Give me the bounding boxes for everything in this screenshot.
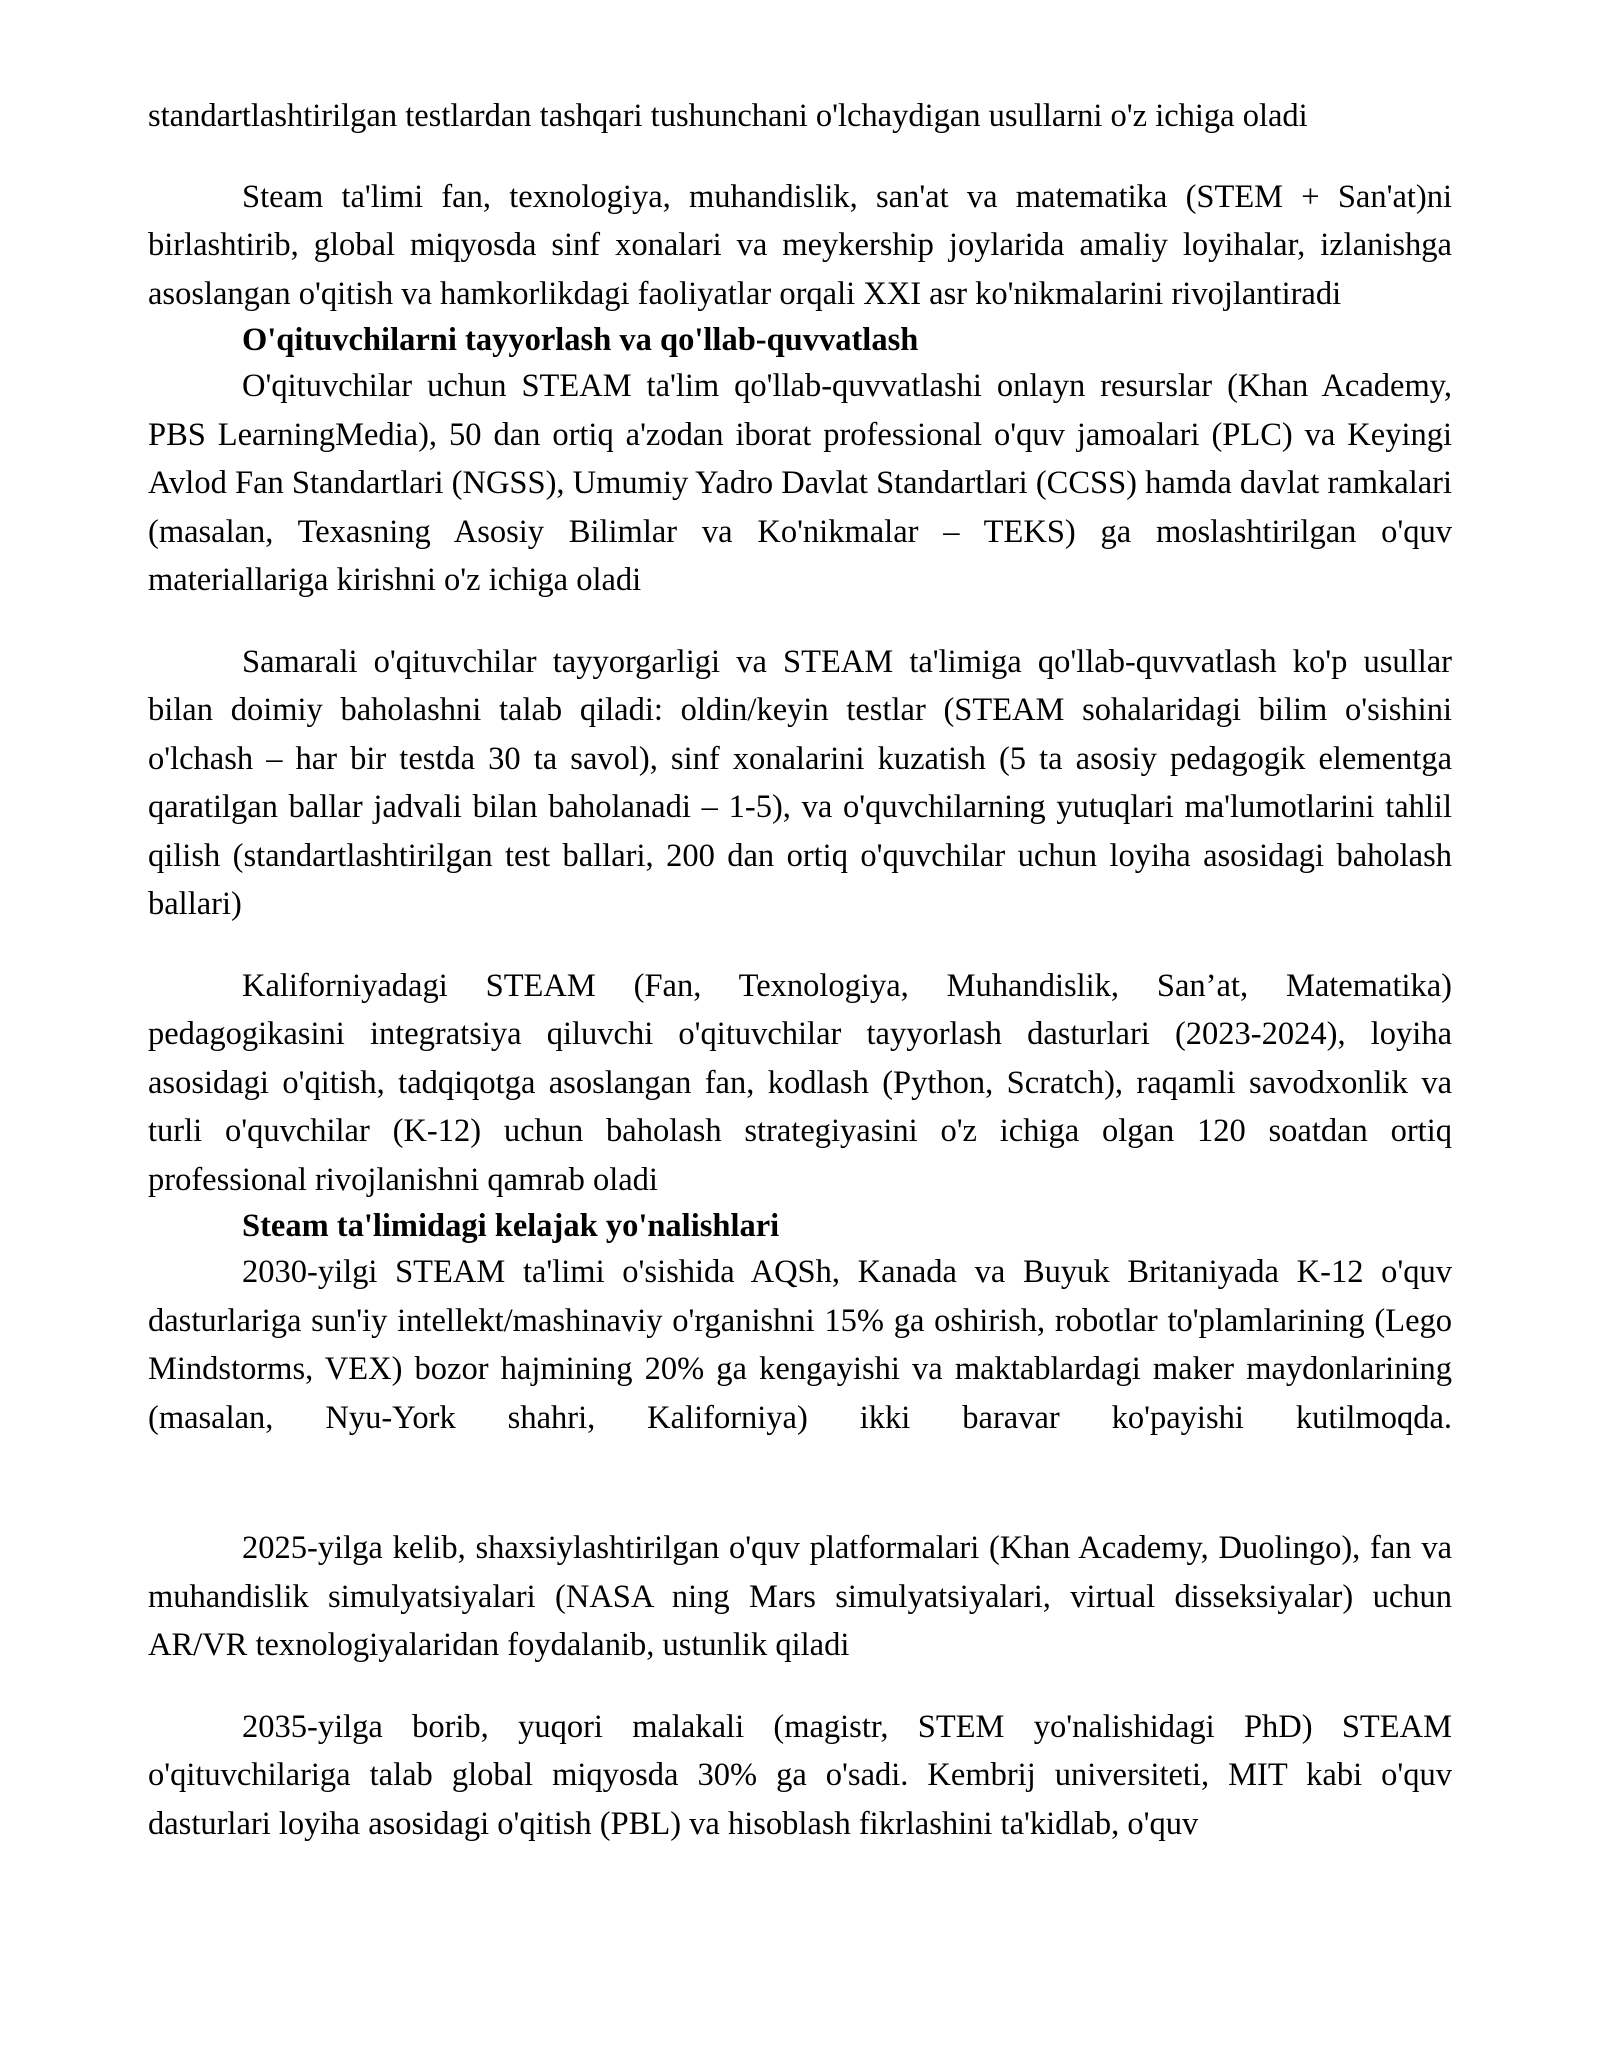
section-heading-teacher-training: O'qituvchilarni tayyorlash va qo'llab-quvvatlash	[242, 322, 919, 358]
paragraph-steam-intro: Steam ta'limi fan, texnologiya, muhandislik, san'at va matematika (STEM + San'at)ni birlashtirib, global miqyosda sinf xonalari va meykership joylarida amaliy loyihalar, izlanishga asoslangan o'qitish va hamkorlikdagi faoliyatlar orqali XXI asr ko'nikmalarini rivojlantiradi	[148, 178, 1452, 312]
document-page	[148, 92, 1452, 1848]
paragraph-teacher-resources: O'qituvchilar uchun STEAM ta'lim qo'llab-quvvatlashi onlayn resurslar (Khan Academy, PBS LearningMedia), 50 dan ortiq a'zodan iborat professional o'quv jamoalari (PLC) va Keyingi Avlod Fan Standartlari (NGSS), Umumiy Yadro Davlat Standartlari (CCSS) hamda davlat ramkalari (masalan, Texasning Asosiy Bilimlar va Ko'nikmalar – TEKS) ga moslashtirilgan o'quv materiallariga kirishni o'z ichiga oladi	[148, 368, 1452, 598]
paragraph-assessment: Samarali o'qituvchilar tayyorgarligi va STEAM ta'limiga qo'llab-quvvatlash ko'p usullar bilan doimiy baholashni talab qiladi: oldin/keyin testlar (STEAM sohalaridagi bilim o'sishini o'lchash – har bir testda 30 ta savol), sinf xonalarini kuzatish (5 ta asosiy pedagogik elementga qaratilgan ballar jadvali bilan baholanadi – 1-5), va o'quvchilarning yutuqlari ma'lumotlarini tahlil qilish (standartlashtirilgan test ballari, 200 dan ortiq o'quvchilar uchun loyiha asosidagi baholash ballari)	[148, 643, 1452, 922]
section-heading-future-directions: Steam ta'limidagi kelajak yo'nalishlari	[242, 1208, 780, 1244]
paragraph-california-programs: Kaliforniyadagi STEAM (Fan, Texnologiya, Muhandislik, San’at, Matematika) pedagogikasini integratsiya qiluvchi o'qituvchilar tayyorlash dasturlari (2023-2024), loyiha asosidagi o'qitish, tadqiqotga asoslangan fan, kodlash (Python, Scratch), raqamli savodxonlik va turli o'quvchilar (K-12) uchun baholash strategiyasini o'z ichiga olgan 120 soatdan ortiq professional rivojlanishni qamrab oladi	[148, 967, 1452, 1198]
paragraph-2035-demand: 2035-yilga borib, yuqori malakali (magistr, STEM yo'nalishidagi PhD) STEAM o'qituvchilariga talab global miqyosda 30% ga o'sadi. Kembrij universiteti, MIT kabi o'quv dasturlari loyiha asosidagi o'qitish (PBL) va hisoblash fikrlashini ta'kidlab, o'quv	[148, 1708, 1452, 1842]
paragraph-continuation: standartlashtirilgan testlardan tashqari tushunchani o'lchaydigan usullarni o'z ichiga oladi	[148, 98, 1308, 134]
paragraph-2025-platforms: 2025-yilga kelib, shaxsiylashtirilgan o'quv platformalari (Khan Academy, Duolingo), fan va muhandislik simulyatsiyalari (NASA ning Mars simulyatsiyalari, virtual disseksiyalar) uchun AR/VR texnologiyalaridan foydalanib, ustunlik qiladi	[148, 1530, 1452, 1663]
paragraph-2030-growth: 2030-yilgi STEAM ta'limi o'sishida AQSh, Kanada va Buyuk Britaniyada K-12 o'quv dasturlariga sun'iy intellekt/mashinaviy o'rganishni 15% ga oshirish, robotlar to'plamlarining (Lego Mindstorms, VEX) bozor hajmining 20% ga kengayishi va maktablardagi maker maydonlarining (masalan, Nyu-York shahri, Kaliforniya) ikki baravar ko'payishi kutilmoqda.	[148, 1254, 1452, 1436]
